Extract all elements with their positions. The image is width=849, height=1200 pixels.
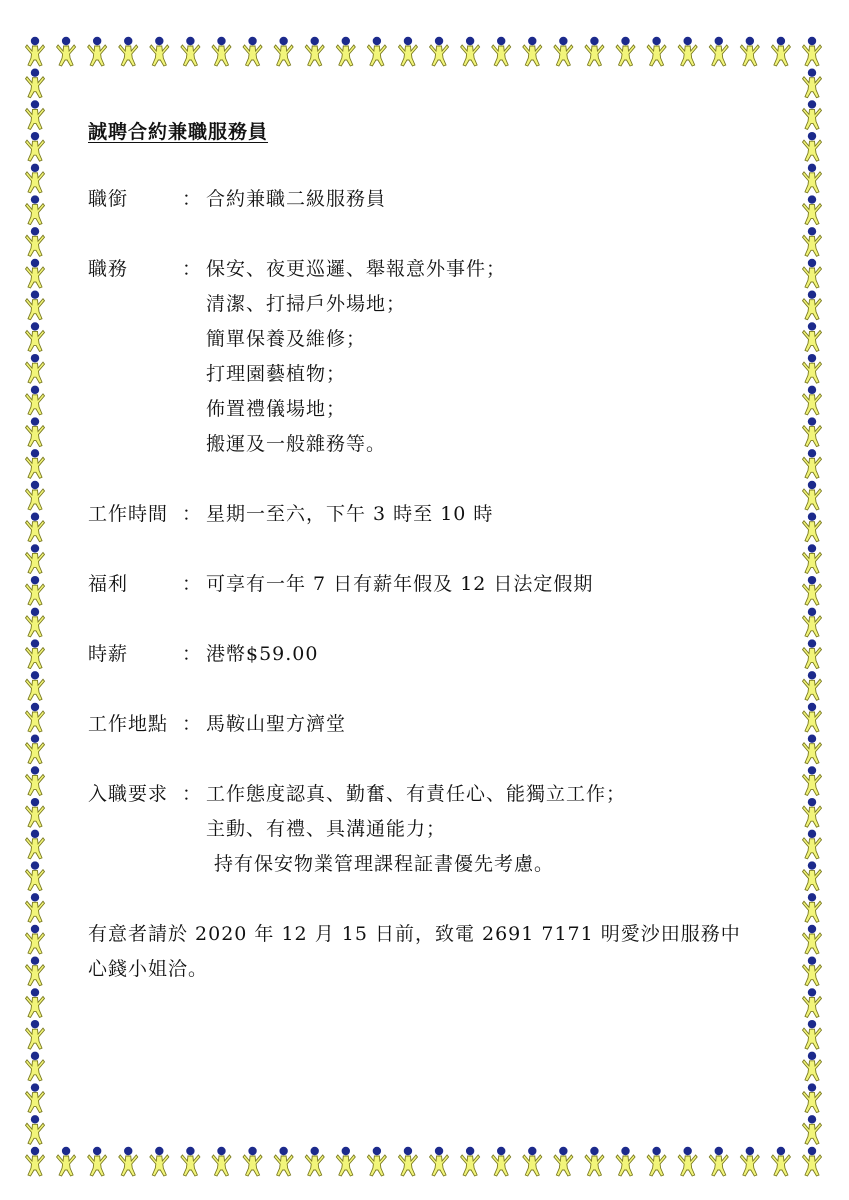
- field-colon: ：: [182, 188, 202, 210]
- person-figure-icon: [26, 386, 45, 415]
- person-figure-icon: [492, 37, 511, 66]
- field-values: [206, 777, 768, 882]
- person-figure-icon: [616, 37, 635, 66]
- person-figure-icon: [803, 386, 822, 415]
- person-figure-icon: [26, 37, 45, 66]
- person-figure-icon: [26, 798, 45, 827]
- job-details: [88, 182, 768, 882]
- person-figure-icon: [26, 608, 45, 637]
- person-figure-icon: [803, 639, 822, 668]
- person-figure-icon: [709, 1147, 728, 1176]
- field-row: [88, 707, 768, 742]
- person-figure-icon: [26, 513, 45, 542]
- person-figure-icon: [26, 766, 45, 795]
- person-figure-icon: [26, 1115, 45, 1144]
- person-figure-icon: [803, 671, 822, 700]
- field-colon: ：: [182, 258, 202, 280]
- person-figure-icon: [26, 544, 45, 573]
- person-figure-icon: [26, 893, 45, 922]
- person-figure-icon: [26, 576, 45, 605]
- person-figure-icon: [803, 766, 822, 795]
- person-figure-icon: [740, 1147, 759, 1176]
- person-figure-icon: [803, 1083, 822, 1112]
- person-figure-icon: [771, 1147, 790, 1176]
- person-figure-icon: [523, 1147, 542, 1176]
- person-figure-icon: [709, 37, 728, 66]
- person-figure-icon: [398, 1147, 417, 1176]
- person-figure-icon: [740, 37, 759, 66]
- person-figure-icon: [26, 227, 45, 256]
- field-value-line: 可享有一年 7 日有薪年假及 12 日法定假期: [206, 573, 594, 595]
- person-figure-icon: [803, 830, 822, 859]
- person-figure-icon: [803, 925, 822, 954]
- person-figure-icon: [305, 1147, 324, 1176]
- person-figure-icon: [26, 100, 45, 129]
- person-figure-icon: [119, 37, 138, 66]
- field-value-line: 持有保安物業管理課程証書優先考慮。: [214, 853, 555, 875]
- person-figure-icon: [803, 100, 822, 129]
- field-value-line: 清潔、打掃戶外場地；: [206, 293, 407, 315]
- page-title: 誠聘合約兼職服務員: [88, 121, 269, 143]
- person-figure-icon: [803, 1052, 822, 1081]
- person-figure-icon: [150, 1147, 169, 1176]
- person-figure-icon: [26, 830, 45, 859]
- field-values: [206, 497, 768, 532]
- person-figure-icon: [26, 291, 45, 320]
- person-figure-icon: [803, 417, 822, 446]
- person-figure-icon: [771, 37, 790, 66]
- person-figure-icon: [585, 1147, 604, 1176]
- field-value-line: 馬鞍山聖方濟堂: [206, 713, 347, 735]
- field-values: [206, 707, 768, 742]
- person-figure-icon: [88, 1147, 107, 1176]
- field-row: [88, 497, 768, 532]
- person-figure-icon: [803, 164, 822, 193]
- contact-line: 有意者請於 2020 年 12 月 15 日前，致電 2691 7171 明愛沙田服務中: [88, 923, 741, 945]
- person-figure-icon: [181, 1147, 200, 1176]
- field-label: 入職要求: [88, 783, 169, 805]
- person-figure-icon: [803, 69, 822, 98]
- person-figure-icon: [803, 1147, 822, 1176]
- person-figure-icon: [88, 37, 107, 66]
- person-figure-icon: [803, 861, 822, 890]
- person-figure-icon: [678, 1147, 697, 1176]
- person-figure-icon: [26, 69, 45, 98]
- person-figure-icon: [26, 481, 45, 510]
- field-label: 工作地點: [88, 713, 169, 735]
- person-figure-icon: [554, 1147, 573, 1176]
- field-label: 福利: [88, 573, 129, 595]
- person-figure-icon: [803, 798, 822, 827]
- person-figure-icon: [803, 544, 822, 573]
- person-figure-icon: [57, 1147, 76, 1176]
- person-figure-icon: [803, 988, 822, 1017]
- person-figure-icon: [803, 1115, 822, 1144]
- person-figure-icon: [803, 513, 822, 542]
- field-colon: ：: [182, 503, 202, 525]
- person-figure-icon: [803, 893, 822, 922]
- person-figure-icon: [119, 1147, 138, 1176]
- person-figure-icon: [26, 1020, 45, 1049]
- person-figure-icon: [26, 671, 45, 700]
- person-figure-icon: [616, 1147, 635, 1176]
- person-figure-icon: [803, 735, 822, 764]
- person-figure-icon: [803, 576, 822, 605]
- field-label: 工作時間: [88, 503, 169, 525]
- person-figure-icon: [554, 37, 573, 66]
- person-figure-icon: [26, 1147, 45, 1176]
- person-figure-icon: [803, 703, 822, 732]
- person-figure-icon: [305, 37, 324, 66]
- person-figure-icon: [803, 195, 822, 224]
- person-figure-icon: [367, 37, 386, 66]
- person-figure-icon: [274, 1147, 293, 1176]
- person-figure-icon: [212, 37, 231, 66]
- person-figure-icon: [803, 227, 822, 256]
- person-figure-icon: [26, 164, 45, 193]
- person-figure-icon: [430, 1147, 449, 1176]
- person-figure-icon: [26, 417, 45, 446]
- person-figure-icon: [803, 291, 822, 320]
- person-figure-icon: [430, 37, 449, 66]
- person-figure-icon: [492, 1147, 511, 1176]
- person-figure-icon: [26, 354, 45, 383]
- person-figure-icon: [647, 1147, 666, 1176]
- field-value-line: 佈置禮儀場地；: [206, 398, 347, 420]
- document-content: [88, 115, 768, 987]
- person-figure-icon: [274, 37, 293, 66]
- person-figure-icon: [803, 449, 822, 478]
- person-figure-icon: [26, 1052, 45, 1081]
- person-figure-icon: [803, 608, 822, 637]
- contact-paragraph: [88, 917, 768, 987]
- field-value-line: 保安、夜更巡邏、舉報意外事件；: [206, 258, 507, 280]
- person-figure-icon: [26, 1083, 45, 1112]
- field-value-line: 搬運及一般雜務等。: [206, 433, 387, 455]
- field-row: [88, 182, 768, 217]
- contact-line: 心錢小姐洽。: [88, 958, 209, 980]
- field-value-line: 打理園藝植物；: [206, 363, 347, 385]
- person-figure-icon: [585, 37, 604, 66]
- person-figure-icon: [647, 37, 666, 66]
- person-figure-icon: [461, 1147, 480, 1176]
- person-figure-icon: [26, 195, 45, 224]
- field-values: [206, 637, 768, 672]
- person-figure-icon: [26, 703, 45, 732]
- person-figure-icon: [803, 957, 822, 986]
- person-figure-icon: [803, 132, 822, 161]
- person-figure-icon: [803, 1020, 822, 1049]
- field-value-line: 主動、有禮、具溝通能力；: [206, 818, 447, 840]
- person-figure-icon: [26, 132, 45, 161]
- person-figure-icon: [150, 37, 169, 66]
- person-figure-icon: [26, 639, 45, 668]
- person-figure-icon: [243, 1147, 262, 1176]
- field-label: 職銜: [88, 188, 129, 210]
- person-figure-icon: [803, 354, 822, 383]
- field-value-line: 簡單保養及維修；: [206, 328, 367, 350]
- person-figure-icon: [212, 1147, 231, 1176]
- field-colon: ：: [182, 713, 202, 735]
- person-figure-icon: [803, 481, 822, 510]
- field-row: [88, 567, 768, 602]
- field-label: 職務: [88, 258, 129, 280]
- person-figure-icon: [57, 37, 76, 66]
- person-figure-icon: [678, 37, 697, 66]
- person-figure-icon: [26, 988, 45, 1017]
- person-figure-icon: [803, 259, 822, 288]
- field-value-line: 合約兼職二級服務員: [206, 188, 387, 210]
- field-values: [206, 252, 768, 462]
- person-figure-icon: [336, 1147, 355, 1176]
- person-figure-icon: [398, 37, 417, 66]
- field-row: [88, 637, 768, 672]
- person-figure-icon: [367, 1147, 386, 1176]
- field-value-line: 港幣$59.00: [206, 643, 319, 665]
- person-figure-icon: [461, 37, 480, 66]
- field-value-line: 工作態度認真、勤奮、有責任心、能獨立工作；: [206, 783, 627, 805]
- field-values: [206, 567, 768, 602]
- person-figure-icon: [26, 735, 45, 764]
- field-colon: ：: [182, 783, 202, 805]
- person-figure-icon: [336, 37, 355, 66]
- person-figure-icon: [26, 861, 45, 890]
- field-colon: ：: [182, 643, 202, 665]
- field-value-line: 星期一至六，下午 3 時至 10 時: [206, 503, 494, 525]
- person-figure-icon: [243, 37, 262, 66]
- person-figure-icon: [26, 925, 45, 954]
- person-figure-icon: [26, 449, 45, 478]
- person-figure-icon: [26, 322, 45, 351]
- person-figure-icon: [803, 322, 822, 351]
- person-figure-icon: [26, 957, 45, 986]
- field-row: [88, 252, 768, 462]
- field-label: 時薪: [88, 643, 129, 665]
- field-row: [88, 777, 768, 882]
- person-figure-icon: [803, 37, 822, 66]
- person-figure-icon: [181, 37, 200, 66]
- person-figure-icon: [523, 37, 542, 66]
- person-figure-icon: [26, 259, 45, 288]
- field-values: [206, 182, 768, 217]
- field-colon: ：: [182, 573, 202, 595]
